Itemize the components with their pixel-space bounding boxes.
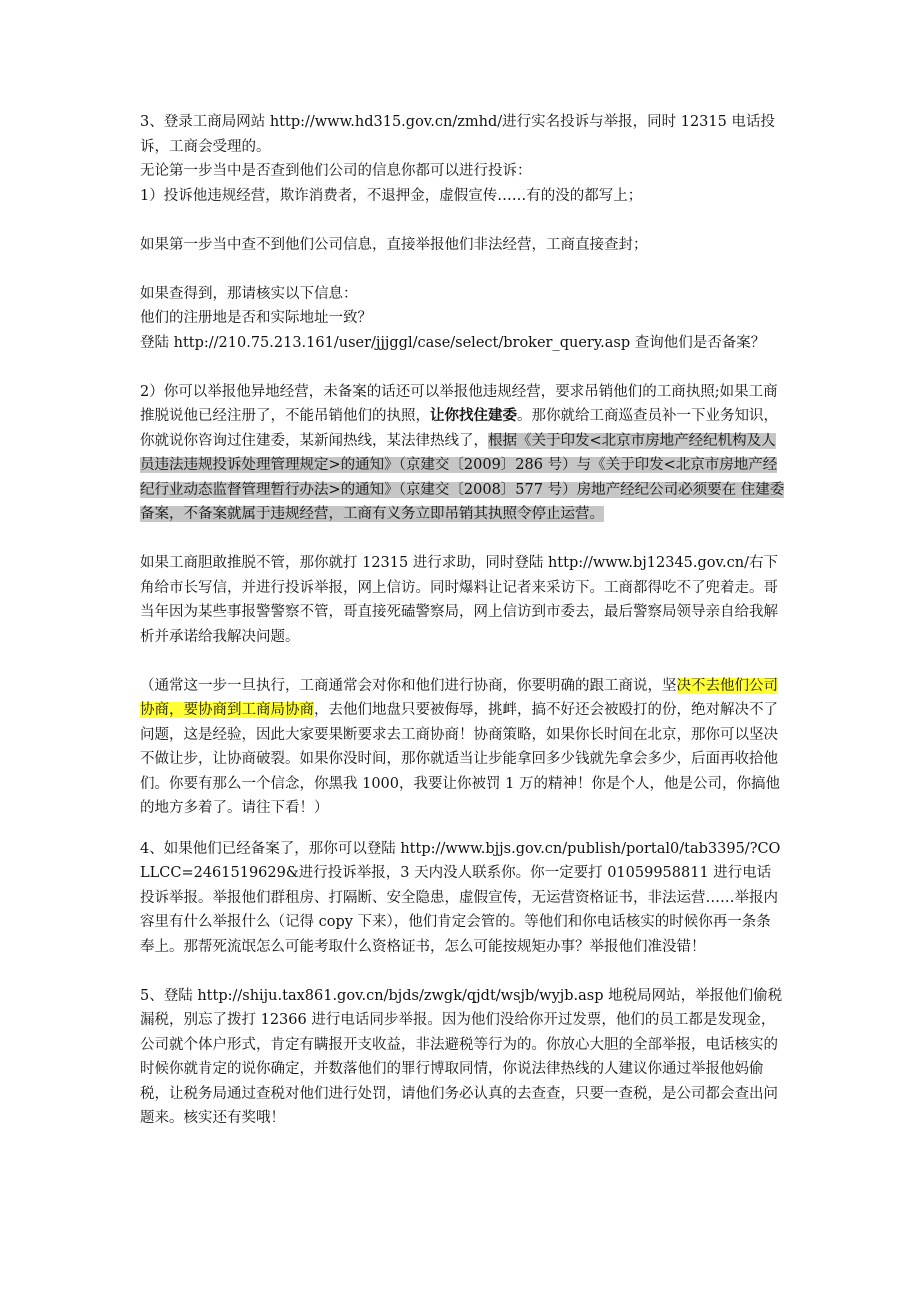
item2-text-2: 。那你就给工商巡查员补一下业务知识，你就说你咨询过住建委，某新闻热线，某法律热线了， <box>140 408 778 449</box>
document-body <box>140 110 785 1131</box>
item3-line2: 无论第一步当中是否查到他们公司的信息你都可以进行投诉： <box>140 163 532 179</box>
negotiate-highlight: 决不去他们公司协商，要协商到工商局协商 <box>140 677 778 718</box>
item3-line5: 如果查得到，那请核实以下信息： <box>140 285 358 302</box>
item4-paragraph: 4、如果他们已经备案了，那你可以登陆 http://www.bjjs.gov.cn/publish/portal0/tab3395/?COLLCC=2461519629&进行投诉举报，3 天内没人联系你。你一定要打 01059958811 进行电话投诉举报。举报他们群租房、打隔断、安全隐患，虚假宣传，无运营资格证书，非法运营……举报内容里有什么举报什么（记得 copy 下来），他们肯定会管的。等他们和你电话核实的时候你再一条条奉上。那帮死流氓怎么可能考取什么资格证书，怎么可能按规矩办事？举报他们准没错！ <box>140 840 781 955</box>
item3-line3: 1）投诉他违规经营，欺诈消费者，不退押金，虚假宣传……有的没的都写上； <box>140 187 643 204</box>
item3-line7: 登陆 http://210.75.213.161/user/jjjggl/case/select/broker_query.asp 查询他们是否备案？ <box>140 334 766 351</box>
para-negotiate <box>140 674 785 821</box>
negotiate-text-1: （通常这一步一旦执行，工商通常会对你和他们进行协商，你要明确的跟工商说，坚 <box>140 677 677 694</box>
item3-line6: 他们的注册地是否和实际地址一致？ <box>140 310 372 326</box>
item3-line1: 3、登录工商局网站 http://www.hd315.gov.cn/zmhd/进行实名投诉与举报，同时 12315 电话投诉，工商会受理的。 <box>140 114 775 155</box>
para-12315: 如果工商胆敢推脱不管，那你就打 12315 进行求助，同时登陆 http://www.bj12345.gov.cn/右下角给市长写信，并进行投诉举报，网上信访。同时爆料让记者来采访下。工商都得吃不了兜着走。哥当年因为某些事报警警察不管，哥直接死磕警察局，网上信访到市委去，最后警察局领导亲自给我解析并承诺给我解决问题。 <box>140 555 778 645</box>
item3-line4: 如果第一步当中查不到他们公司信息，直接举报他们非法经营，工商直接查封； <box>140 236 648 253</box>
item2-paragraph <box>140 380 785 527</box>
item2-highlight-regulation: 根据《关于印发<北京市房地产经纪机构及人员违法违规投诉处理管理规定>的通知》（京建交〔2009〕286 号）与《关于印发<北京市房地产经纪行业动态监督管理暂行办法>的通知》（京建交〔2008〕577 号）房地产经纪公司必须要在 住建委 备案，不备案就属于违规经营，工商有义务立即吊销其执照令停止运营。 <box>140 432 785 522</box>
item5-paragraph: 5、登陆 http://shiju.tax861.gov.cn/bjds/zwgk/qjdt/wsjb/wyjb.asp 地税局网站，举报他们偷税漏税，别忘了拨打 12366 进行电话同步举报。因为他们没给你开过发票，他们的员工都是发现金，公司就个体户形式，肯定有瞒报开支收益，非法避税等行为的。你放心大胆的全部举报，电话核实的时候你就肯定的说你确定，并数落他们的罪行博取同情，你说法律热线的人建议你通过举报他妈偷税，让税务局通过查税对他们进行处罚，请他们务必认真的去查查，只要一查税，是公司都会查出问题来。核实还有奖哦！ <box>140 987 783 1126</box>
item2-bold-text: 让你找住建委 <box>430 407 517 424</box>
item2-text-1: 2）你可以举报他异地经营，未备案的话还可以举报他违规经营，要求吊销他们的工商执照;如果工商推脱说他已经注册了，不能吊销他们的执照， <box>140 383 778 424</box>
negotiate-text-2: ，去他们地盘只要被侮辱，挑衅，搞不好还会被殴打的份，绝对解决不了问题，这是经验，因此大家要果断要求去工商协商！协商策略，如果你长时间在北京，那你可以坚决不做让步，让协商破裂。如果你没时间，那你就适当让步能拿回多少钱就先拿会多少，后面再收拾他们。你要有那么一个信念，你黑我 1000，我要让你被罚 1 万的精神！你是个人，他是公司，你搞他的地方多着了。请往下看！） <box>140 702 780 816</box>
